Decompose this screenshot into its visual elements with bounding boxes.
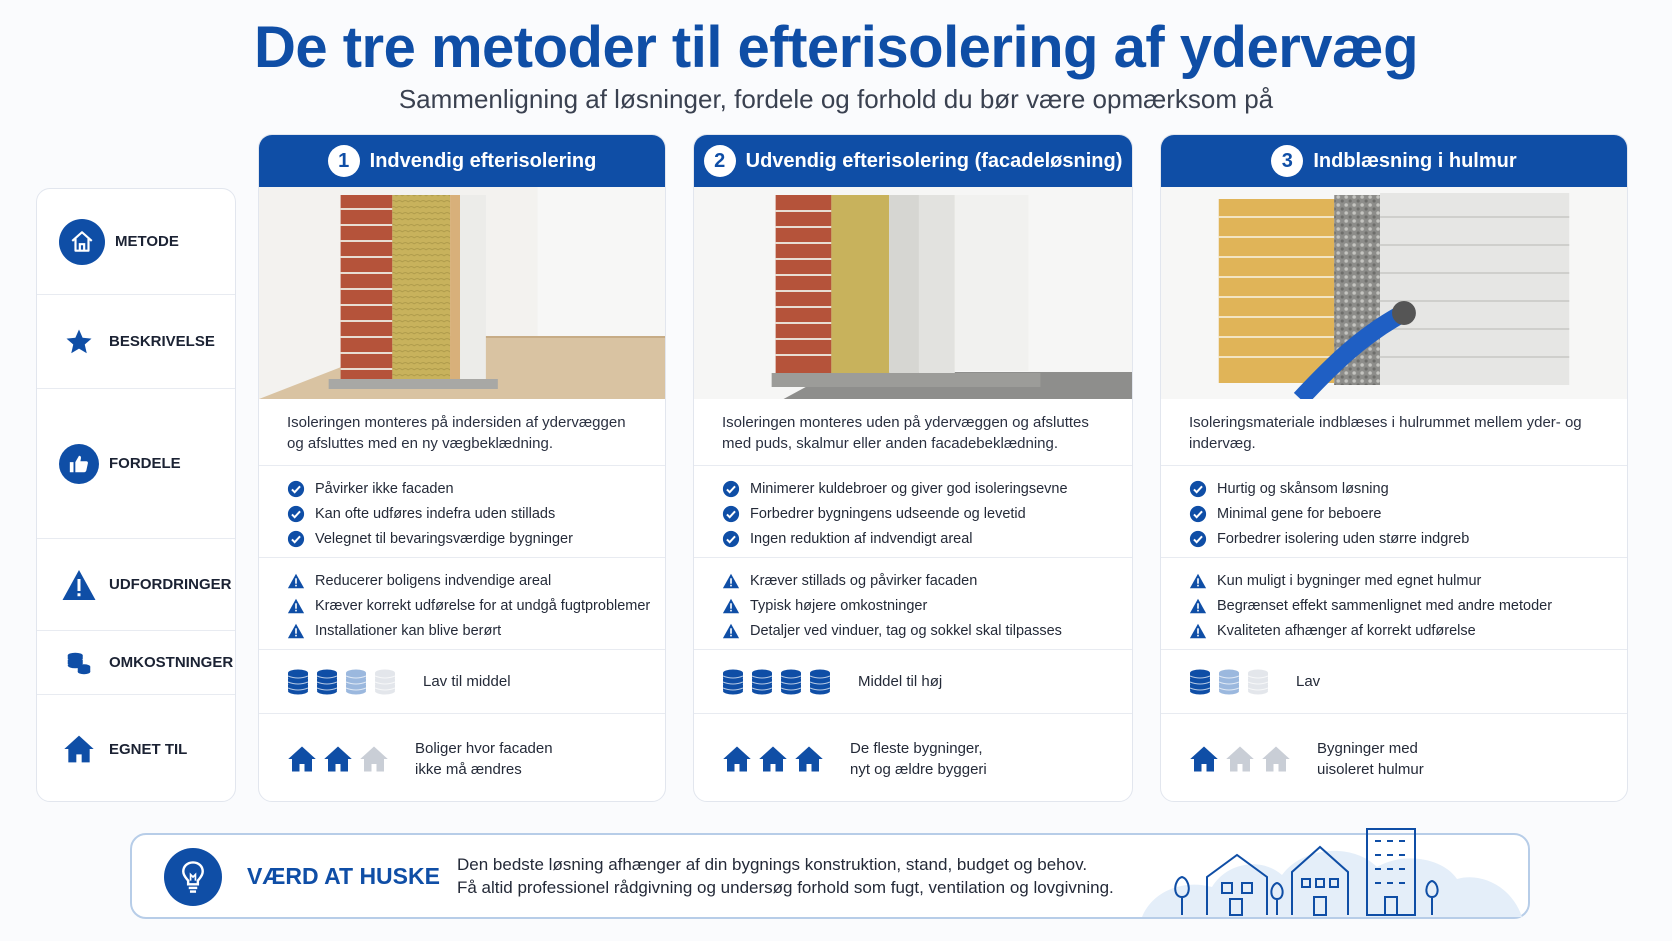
- pro-item: Kan ofte udføres indefra uden stillads: [287, 501, 665, 526]
- coin-stack-icon: [345, 668, 367, 696]
- pro-item: Minimal gene for beboere: [1189, 501, 1627, 526]
- check-circle-icon: [722, 480, 740, 498]
- warning-icon: [287, 572, 305, 590]
- warning-icon: [1189, 622, 1207, 640]
- house-icon: [1225, 744, 1255, 774]
- method-column-indvendig: [258, 134, 666, 802]
- con-item: Reducerer boligens indvendige areal: [287, 568, 665, 593]
- con-item: Installationer kan blive berørt: [287, 618, 665, 643]
- pro-item: Velegnet til bevaringsværdige bygninger: [287, 526, 665, 551]
- tip-title: VÆRD AT HUSKE: [247, 863, 440, 889]
- suitability-text: Boliger hvor facaden ikke må ændres: [415, 739, 553, 778]
- check-circle-icon: [287, 505, 305, 523]
- thumbs-up-icon: [59, 444, 99, 484]
- con-item: Typisk højere omkostninger: [722, 593, 1132, 618]
- suitability-text: Bygninger med uisoleret hulmur: [1317, 739, 1424, 778]
- pro-item: Minimerer kuldebroer og giver god isoleringsevne: [722, 476, 1132, 501]
- suitability-indicator: [287, 744, 395, 774]
- row-label-beskrivelse: BESKRIVELSE: [37, 295, 235, 389]
- row-label-udfordringer: UDFORDRINGER: [37, 539, 235, 631]
- cost-indicator: [722, 668, 838, 696]
- check-circle-icon: [722, 505, 740, 523]
- suitability-indicator: [1189, 744, 1297, 774]
- warning-icon: [287, 622, 305, 640]
- check-circle-icon: [287, 480, 305, 498]
- coins-icon: [59, 643, 99, 683]
- warning-icon: [722, 597, 740, 615]
- cons-list: [259, 557, 665, 649]
- cost-indicator: [287, 668, 403, 696]
- town-illustration: [1142, 817, 1522, 919]
- method-number: 2: [704, 145, 736, 177]
- method-column-hulmur: [1160, 134, 1628, 802]
- warning-icon: [722, 622, 740, 640]
- cons-list: [694, 557, 1132, 649]
- house-icon: [323, 744, 353, 774]
- suitability-row: [694, 713, 1132, 802]
- page-title: De tre metoder til efterisolering af ydervæg: [253, 15, 1419, 80]
- coin-stack-icon: [1218, 668, 1240, 696]
- warning-icon: [59, 565, 99, 605]
- cost-row: [259, 649, 665, 713]
- suitability-indicator: [722, 744, 830, 774]
- house-icon: [287, 744, 317, 774]
- pro-item: Forbedrer isolering uden større indgreb: [1189, 526, 1627, 551]
- method-number: 3: [1271, 145, 1303, 177]
- coin-stack-icon: [780, 668, 802, 696]
- method-image: [1161, 187, 1627, 399]
- warning-icon: [1189, 572, 1207, 590]
- warning-icon: [1189, 597, 1207, 615]
- coin-stack-icon: [722, 668, 744, 696]
- con-item: Detaljer ved vinduer, tag og sokkel skal tilpasses: [722, 618, 1132, 643]
- pro-item: Påvirker ikke facaden: [287, 476, 665, 501]
- method-title: Udvendig efterisolering (facadeløsning): [745, 149, 1123, 172]
- house-icon: [758, 744, 788, 774]
- cost-text: Lav: [1296, 673, 1321, 690]
- coin-stack-icon: [809, 668, 831, 696]
- method-number: 1: [328, 145, 360, 177]
- check-circle-icon: [1189, 505, 1207, 523]
- cost-text: Lav til middel: [423, 673, 511, 690]
- coin-stack-icon: [374, 668, 396, 696]
- coin-stack-icon: [316, 668, 338, 696]
- house-icon: [359, 744, 389, 774]
- method-image: [259, 187, 665, 399]
- check-circle-icon: [287, 530, 305, 548]
- udvendig-illustration: [694, 187, 1132, 399]
- con-item: Kræver korrekt udførelse for at undgå fugtproblemer: [287, 593, 665, 618]
- coin-stack-icon: [1247, 668, 1269, 696]
- row-label-metode: METODE: [37, 189, 235, 295]
- cost-indicator: [1189, 668, 1276, 696]
- pro-item: Hurtig og skånsom løsning: [1189, 476, 1627, 501]
- suitability-text: De fleste bygninger, nyt og ældre byggeri: [850, 739, 987, 778]
- pros-list: [1161, 465, 1627, 557]
- pros-list: [694, 465, 1132, 557]
- row-label-egnet-til: EGNET TIL: [37, 695, 235, 803]
- lightbulb-icon: [164, 848, 222, 906]
- cost-row: [694, 649, 1132, 713]
- indvendig-illustration: [259, 187, 665, 399]
- con-item: Kræver stillads og påvirker facaden: [722, 568, 1132, 593]
- method-header: [1161, 135, 1627, 187]
- star-icon: [59, 322, 99, 362]
- coin-stack-icon: [287, 668, 309, 696]
- row-labels-panel: [36, 188, 236, 802]
- method-description: Isoleringen monteres på indersiden af ydervæggen og afsluttes med en ny vægbeklædning.: [287, 414, 626, 452]
- coin-stack-icon: [1189, 668, 1211, 696]
- house-icon: [794, 744, 824, 774]
- method-description: Isoleringsmateriale indblæses i hulrummet mellem yder- og indervæg.: [1189, 414, 1582, 452]
- method-column-udvendig: [693, 134, 1133, 802]
- method-description: Isoleringen monteres uden på ydervæggen og afsluttes med puds, skalmur eller anden facadebeklædning.: [722, 414, 1089, 452]
- suitability-row: [1161, 713, 1627, 802]
- warning-icon: [287, 597, 305, 615]
- warning-icon: [722, 572, 740, 590]
- house-icon: [722, 744, 752, 774]
- tip-text: Den bedste løsning afhænger af din bygnings konstruktion, stand, budget og behov. Få altid professionel rådgivning og undersøg forhold som fugt, ventilation og lovgivning.: [457, 855, 1114, 897]
- row-label-fordele: FORDELE: [37, 389, 235, 539]
- cost-text: Middel til høj: [858, 673, 943, 690]
- check-circle-icon: [1189, 530, 1207, 548]
- house-icon: [59, 219, 105, 265]
- pro-item: Ingen reduktion af indvendigt areal: [722, 526, 1132, 551]
- con-item: Begrænset effekt sammenlignet med andre metoder: [1189, 593, 1627, 618]
- page-subtitle: Sammenligning af løsninger, fordele og forhold du bør være opmærksom på: [398, 84, 1274, 114]
- house-icon: [1189, 744, 1219, 774]
- method-title: Indblæsning i hulmur: [1313, 149, 1517, 172]
- method-image: [694, 187, 1132, 399]
- method-header: [259, 135, 665, 187]
- con-item: Kun muligt i bygninger med egnet hulmur: [1189, 568, 1627, 593]
- method-header: [694, 135, 1132, 187]
- cost-row: [1161, 649, 1627, 713]
- pro-item: Forbedrer bygningens udseende og levetid: [722, 501, 1132, 526]
- hulmur-illustration: [1161, 187, 1627, 399]
- con-item: Kvaliteten afhænger af korrekt udførelse: [1189, 618, 1627, 643]
- house-icon: [59, 729, 99, 769]
- row-label-omkostninger: OMKOSTNINGER: [37, 631, 235, 695]
- coin-stack-icon: [751, 668, 773, 696]
- tip-box: [130, 833, 1530, 919]
- method-title: Indvendig efterisolering: [369, 149, 597, 172]
- check-circle-icon: [722, 530, 740, 548]
- suitability-row: [259, 713, 665, 802]
- check-circle-icon: [1189, 480, 1207, 498]
- cons-list: [1161, 557, 1627, 649]
- house-icon: [1261, 744, 1291, 774]
- pros-list: [259, 465, 665, 557]
